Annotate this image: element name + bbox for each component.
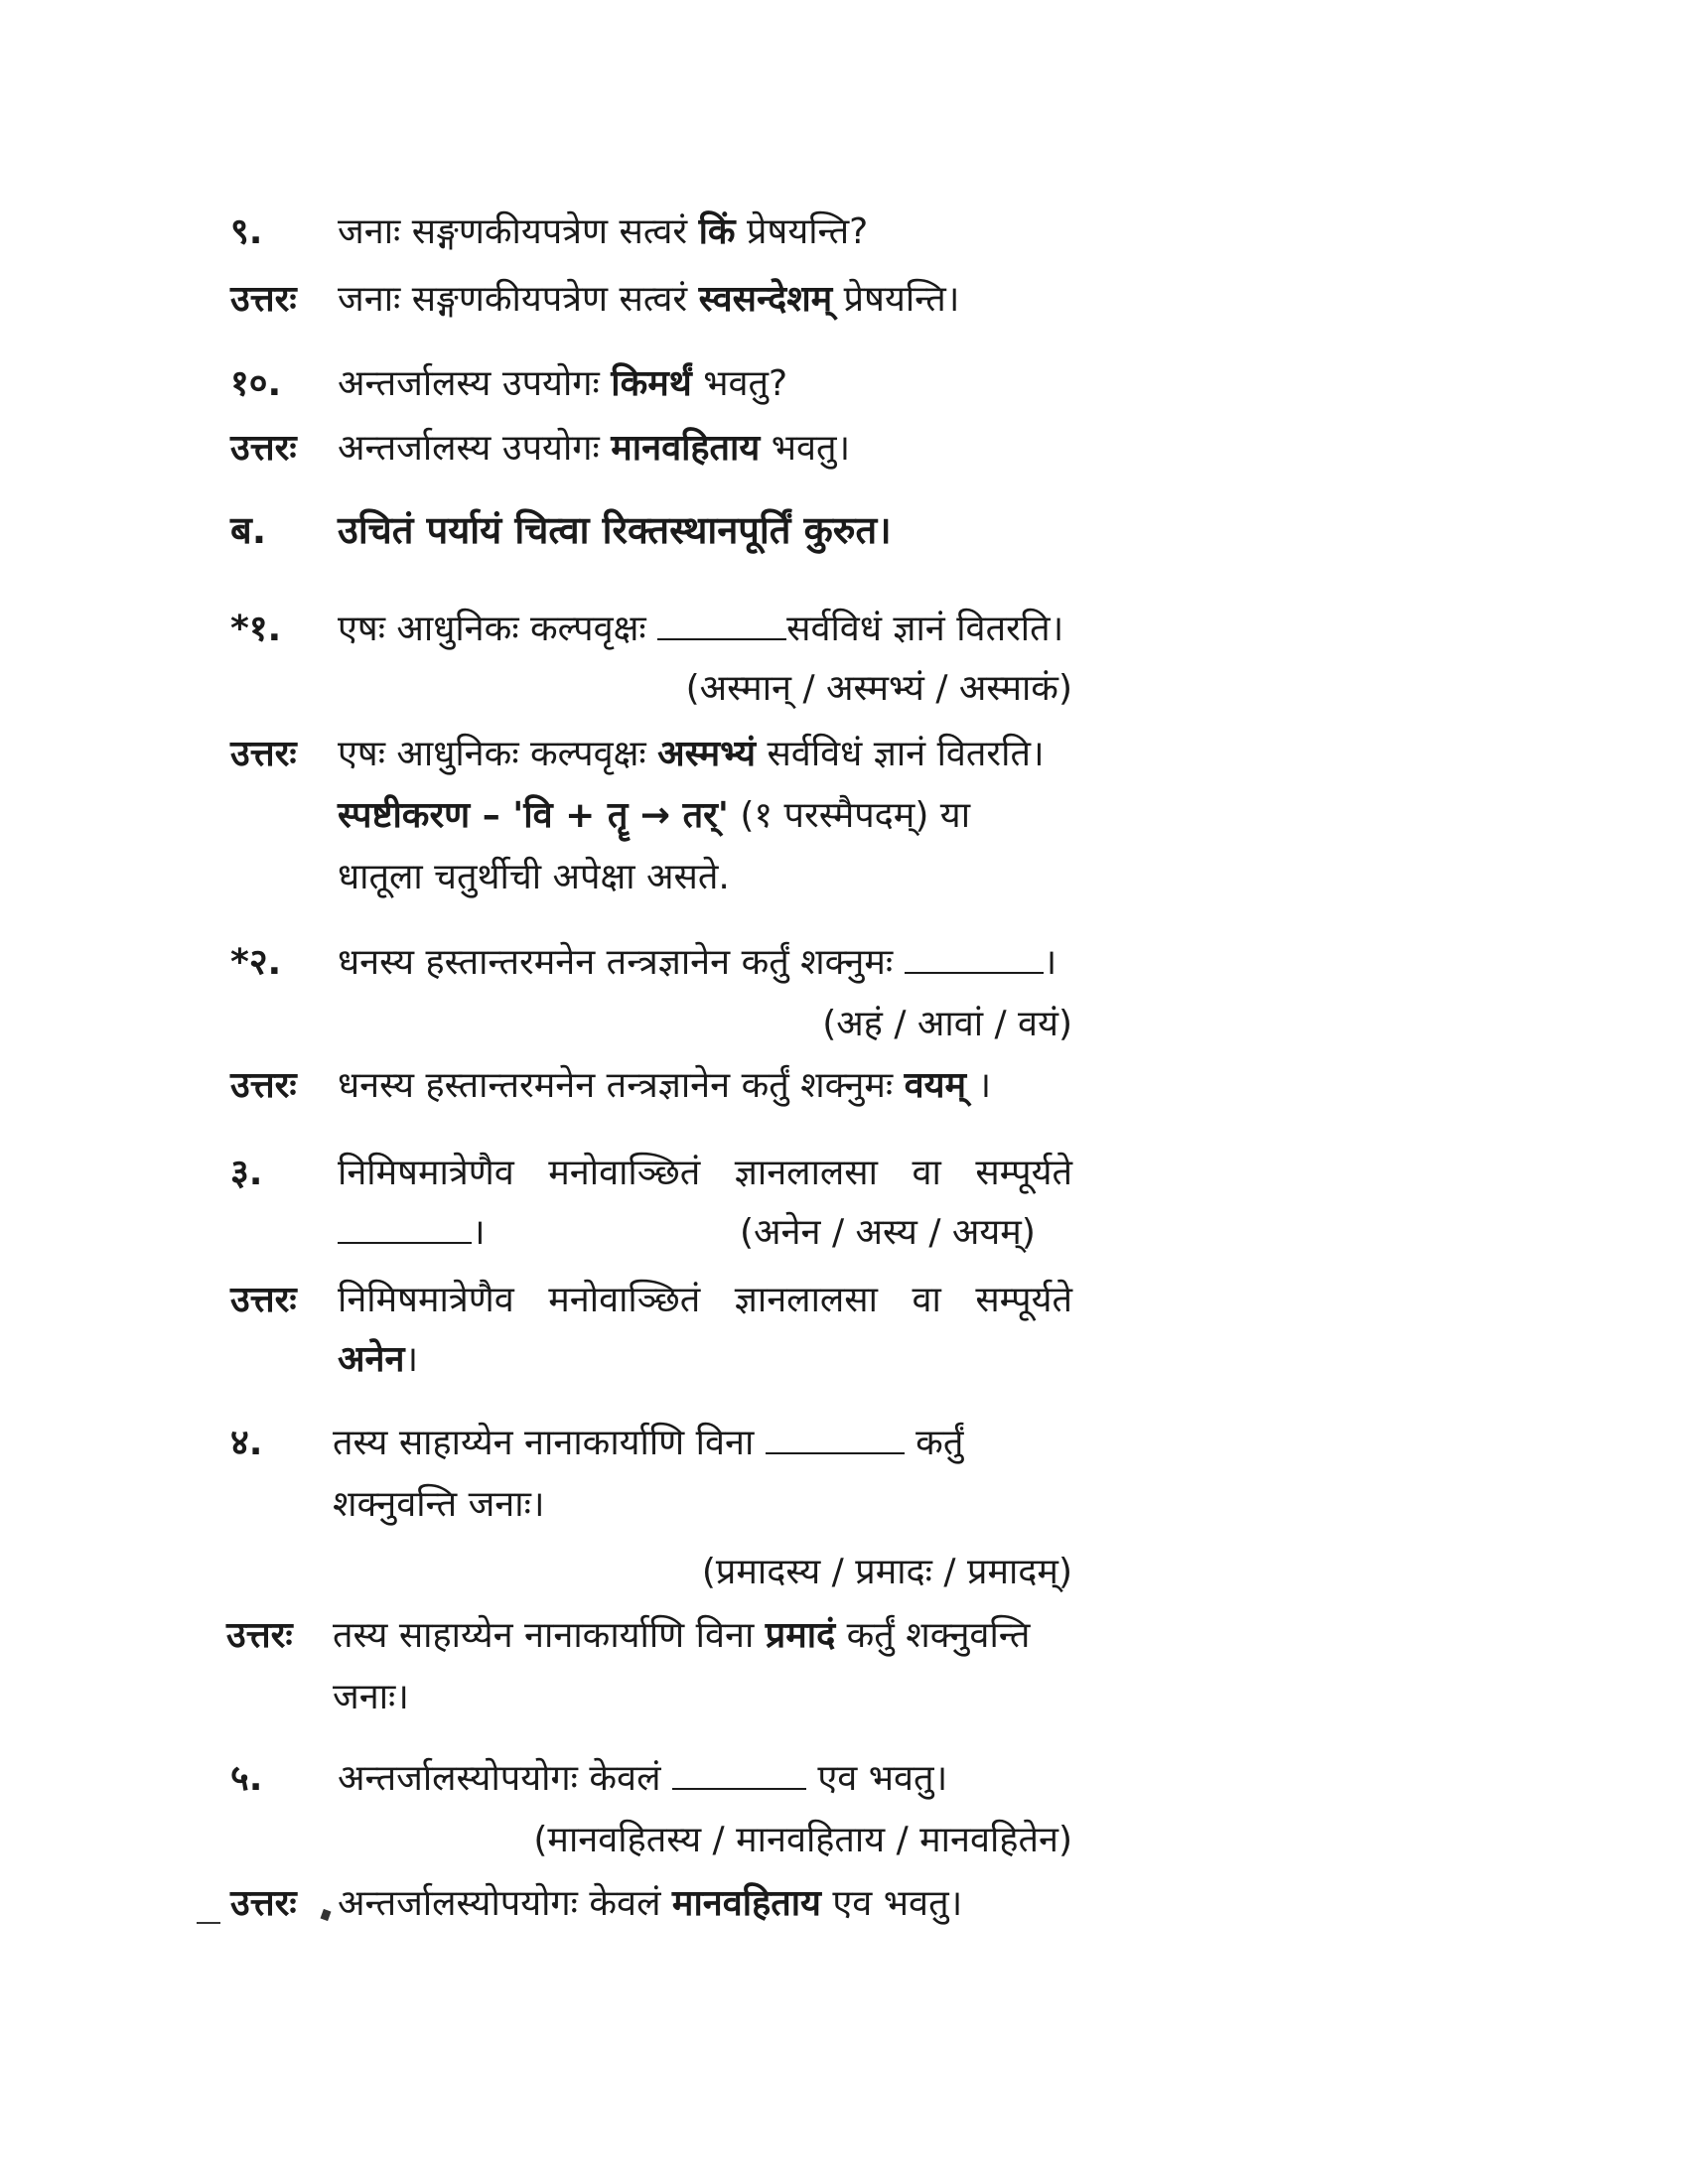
- question-number: ४.: [230, 1423, 263, 1463]
- answer-label: उत्तरः: [230, 1065, 297, 1106]
- options-text: (अस्मान् / अस्मभ्यं / अस्माकं): [685, 668, 1072, 709]
- question-text: एषः आधुनिकः कल्पवृक्षः सर्वविधं ज्ञानं वितरति।: [338, 609, 1064, 649]
- question-number: ३.: [230, 1153, 263, 1193]
- options-text: (मानवहितस्य / मानवहिताय / मानवहितेन): [533, 1820, 1072, 1860]
- answer-text: एषः आधुनिकः कल्पवृक्षः अस्मभ्यं सर्वविधं ज्ञानं वितरति।: [338, 734, 1045, 774]
- options-text: (प्रमादस्य / प्रमादः / प्रमादम्): [701, 1552, 1072, 1592]
- question-text-line2: ।: [338, 1211, 486, 1254]
- question-number: *२.: [230, 942, 282, 983]
- section-label: ब.: [230, 508, 267, 552]
- answer-text: अन्तर्जालस्य उपयोगः मानवहिताय भवतु।: [338, 428, 851, 469]
- answer-label: उत्तरः: [230, 428, 297, 469]
- question-number: *१.: [230, 609, 282, 649]
- fill-blank: [338, 1212, 472, 1244]
- answer-label: उत्तरः: [230, 1883, 297, 1924]
- answer-label: उत्तरः: [226, 1615, 293, 1656]
- section-title: उचितं पर्यायं चित्वा रिक्तस्थानपूर्तिं कुरुत।: [338, 508, 892, 552]
- question-text: अन्तर्जालस्य उपयोगः किमर्थं भवतु?: [338, 363, 788, 404]
- options-text: (अनेन / अस्य / अयम्): [740, 1212, 1036, 1253]
- answer-text: तस्य साहाय्येन नानाकार्याणि विना प्रमादं कर्तुं शक्नुवन्ति: [333, 1615, 1031, 1656]
- fill-blank: [672, 1758, 806, 1790]
- explanation-text: स्पष्टीकरण – 'वि + तॄ → तर्' (१ परस्मैपदम्) या: [338, 795, 971, 836]
- question-text-line2: शक्नुवन्ति जनाः।: [333, 1484, 545, 1525]
- answer-label: उत्तरः: [230, 734, 297, 774]
- question-number: ९.: [230, 211, 263, 252]
- answer-text: निमिषमात्रेणैव मनोवाञ्छितं ज्ञानलालसा वा सम्पूर्यते: [338, 1280, 1072, 1320]
- answer-label: उत्तरः: [230, 1280, 297, 1320]
- answer-label: उत्तरः: [230, 279, 297, 320]
- answer-text-line2: जनाः।: [333, 1677, 409, 1717]
- question-number: ५.: [230, 1758, 263, 1799]
- answer-text-line2: अनेन।: [338, 1339, 419, 1380]
- fill-blank: [905, 942, 1044, 974]
- answer-text: जनाः सङ्गणकीयपत्रेण सत्वरं स्वसन्देशम् प्रेषयन्ति।: [338, 279, 960, 320]
- fill-blank: [657, 609, 786, 640]
- question-text: तस्य साहाय्येन नानाकार्याणि विना कर्तुं: [333, 1423, 964, 1463]
- answer-text: धनस्य हस्तान्तरमनेन तन्त्रज्ञानेन कर्तुं शक्नुमः वयम् ।: [338, 1065, 992, 1106]
- fill-blank: [766, 1423, 905, 1454]
- question-text: जनाः सङ्गणकीयपत्रेण सत्वरं किं प्रेषयन्ति?: [338, 211, 869, 252]
- scan-mark: [321, 1909, 332, 1921]
- question-text: निमिषमात्रेणैव मनोवाञ्छितं ज्ञानलालसा वा सम्पूर्यते: [338, 1153, 1072, 1193]
- explanation-text-line2: धातूला चतुर्थीची अपेक्षा असते.: [338, 857, 730, 897]
- question-text: धनस्य हस्तान्तरमनेन तन्त्रज्ञानेन कर्तुं शक्नुमः ।: [338, 942, 1057, 983]
- question-number: १०.: [230, 363, 282, 404]
- question-text: अन्तर्जालस्योपयोगः केवलं एव भवतु।: [338, 1758, 948, 1799]
- answer-text: अन्तर्जालस्योपयोगः केवलं मानवहिताय एव भवतु।: [338, 1883, 963, 1924]
- options-text: (अहं / आवां / वयं): [822, 1004, 1072, 1044]
- scan-mark: [197, 1922, 220, 1924]
